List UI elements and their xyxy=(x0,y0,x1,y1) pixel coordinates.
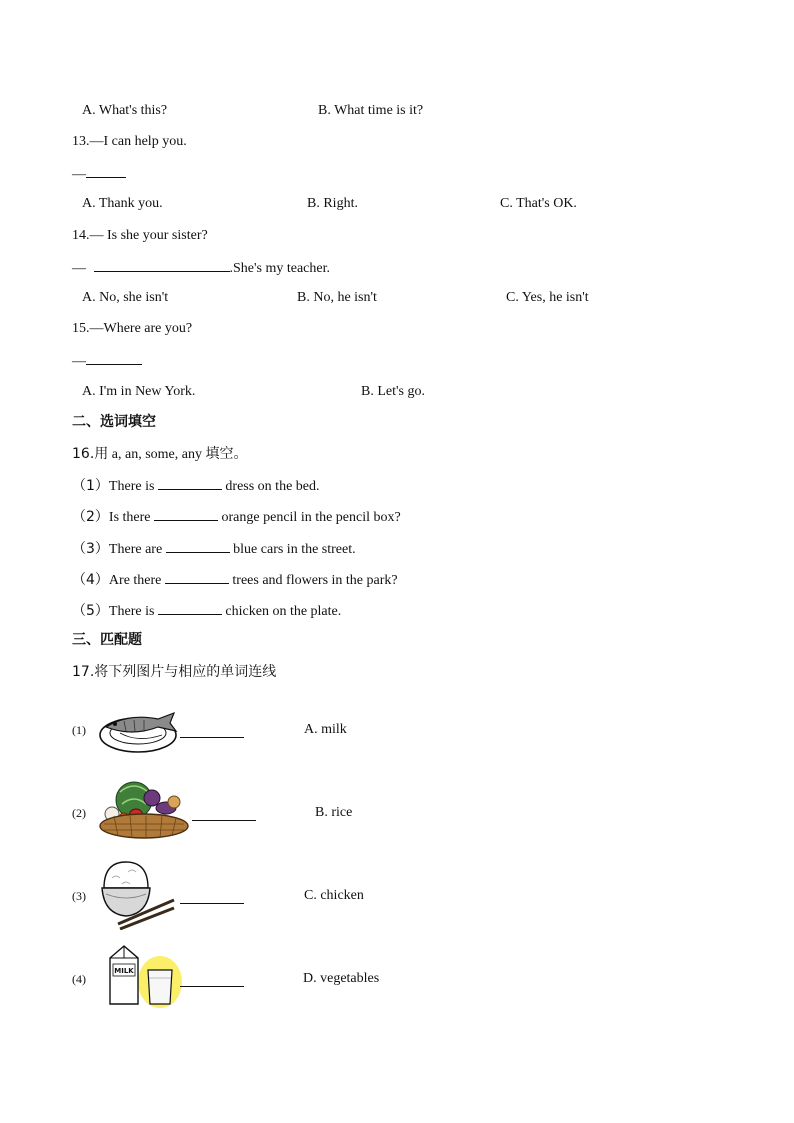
q15-answer-blank[interactable] xyxy=(86,351,142,365)
q13-answer-blank[interactable] xyxy=(86,164,126,178)
q17-row-1-word: A. milk xyxy=(304,722,347,737)
q13-dash: — xyxy=(72,167,86,182)
q17-row-3-word: C. chicken xyxy=(304,888,364,903)
q16-item-5-blank[interactable] xyxy=(158,601,222,615)
q15-dash: — xyxy=(72,354,86,369)
q16-item-1-after: dress on the bed. xyxy=(221,479,320,494)
q16-item-4 xyxy=(72,570,398,590)
q14-dash: — xyxy=(72,261,90,276)
q16-item-3-before: There are xyxy=(108,542,166,557)
q16-prefix: 16.用 xyxy=(72,446,109,462)
q17-row-1-blank[interactable] xyxy=(180,737,244,738)
q16-item-2-before: Is there xyxy=(108,510,155,525)
q16-item-1-number: （1） xyxy=(72,478,109,494)
q17-row-4-word: D. vegetables xyxy=(303,971,380,986)
q16-stem xyxy=(72,445,247,464)
q13-answer-line xyxy=(72,164,126,184)
q13-stem: 13.—I can help you. xyxy=(72,134,187,149)
q14-answer-line xyxy=(72,258,330,278)
section-3-title: 三、匹配题 xyxy=(72,632,142,648)
milk-carton-label: MILK xyxy=(114,967,134,975)
q16-item-2 xyxy=(72,507,401,527)
q16-item-2-after: orange pencil in the pencil box? xyxy=(218,510,401,525)
rice-bowl-icon xyxy=(98,858,176,930)
q16-item-4-before: Are there xyxy=(108,573,165,588)
q13-option-b: B. Right. xyxy=(307,196,358,211)
q15-option-b: B. Let's go. xyxy=(361,384,425,399)
q14-stem: 14.— Is she your sister? xyxy=(72,228,208,243)
q16-item-2-blank[interactable] xyxy=(154,507,218,521)
q16-item-2-number: （2） xyxy=(72,509,109,525)
q16-words: a, an, some, any xyxy=(108,447,206,462)
q15-answer-line xyxy=(72,351,142,371)
q16-item-3 xyxy=(72,539,356,559)
q16-item-4-blank[interactable] xyxy=(165,570,229,584)
q15-option-a: A. I'm in New York. xyxy=(82,384,196,399)
q16-item-4-number: （4） xyxy=(72,572,109,588)
q14-after-text: .She's my teacher. xyxy=(229,261,330,276)
vegetable-basket-icon xyxy=(96,778,190,842)
q16-item-4-after: trees and flowers in the park? xyxy=(228,573,398,588)
q16-item-1 xyxy=(72,476,320,496)
fish-plate-icon xyxy=(98,709,180,757)
q17-row-1-number: (1) xyxy=(72,723,86,737)
q17-row-4-number: (4) xyxy=(72,972,86,986)
q17-stem: 17.将下列图片与相应的单词连线 xyxy=(72,664,277,680)
q16-item-5-number: （5） xyxy=(72,603,109,619)
q13-option-a: A. Thank you. xyxy=(82,196,163,211)
milk-carton-icon xyxy=(102,942,182,1010)
q14-answer-blank[interactable] xyxy=(94,258,230,272)
q14-option-a: A. No, she isn't xyxy=(82,290,169,305)
q17-row-4-blank[interactable] xyxy=(180,986,244,987)
q15-stem: 15.—Where are you? xyxy=(72,321,193,336)
q16-item-5 xyxy=(72,601,341,621)
q17-row-2-number: (2) xyxy=(72,806,86,820)
q12-option-b: B. What time is it? xyxy=(318,103,424,118)
q16-item-3-after: blue cars in the street. xyxy=(229,542,356,557)
q17-row-3-blank[interactable] xyxy=(180,903,244,904)
q16-item-1-blank[interactable] xyxy=(158,476,222,490)
section-2-title: 二、选词填空 xyxy=(72,414,156,430)
q14-option-b: B. No, he isn't xyxy=(297,290,377,305)
q13-option-c: C. That's OK. xyxy=(500,196,577,211)
q16-item-5-before: There is xyxy=(108,604,158,619)
q16-item-5-after: chicken on the plate. xyxy=(221,604,342,619)
q16-item-3-number: （3） xyxy=(72,541,109,557)
q14-option-c: C. Yes, he isn't xyxy=(506,290,589,305)
q16-item-3-blank[interactable] xyxy=(166,539,230,553)
q12-option-a: A. What's this? xyxy=(82,103,168,118)
q17-row-2-blank[interactable] xyxy=(192,820,256,821)
q16-suffix: 填空。 xyxy=(205,446,248,462)
q17-row-2-word: B. rice xyxy=(315,805,353,820)
q17-row-3-number: (3) xyxy=(72,889,86,903)
q16-item-1-before: There is xyxy=(108,479,158,494)
